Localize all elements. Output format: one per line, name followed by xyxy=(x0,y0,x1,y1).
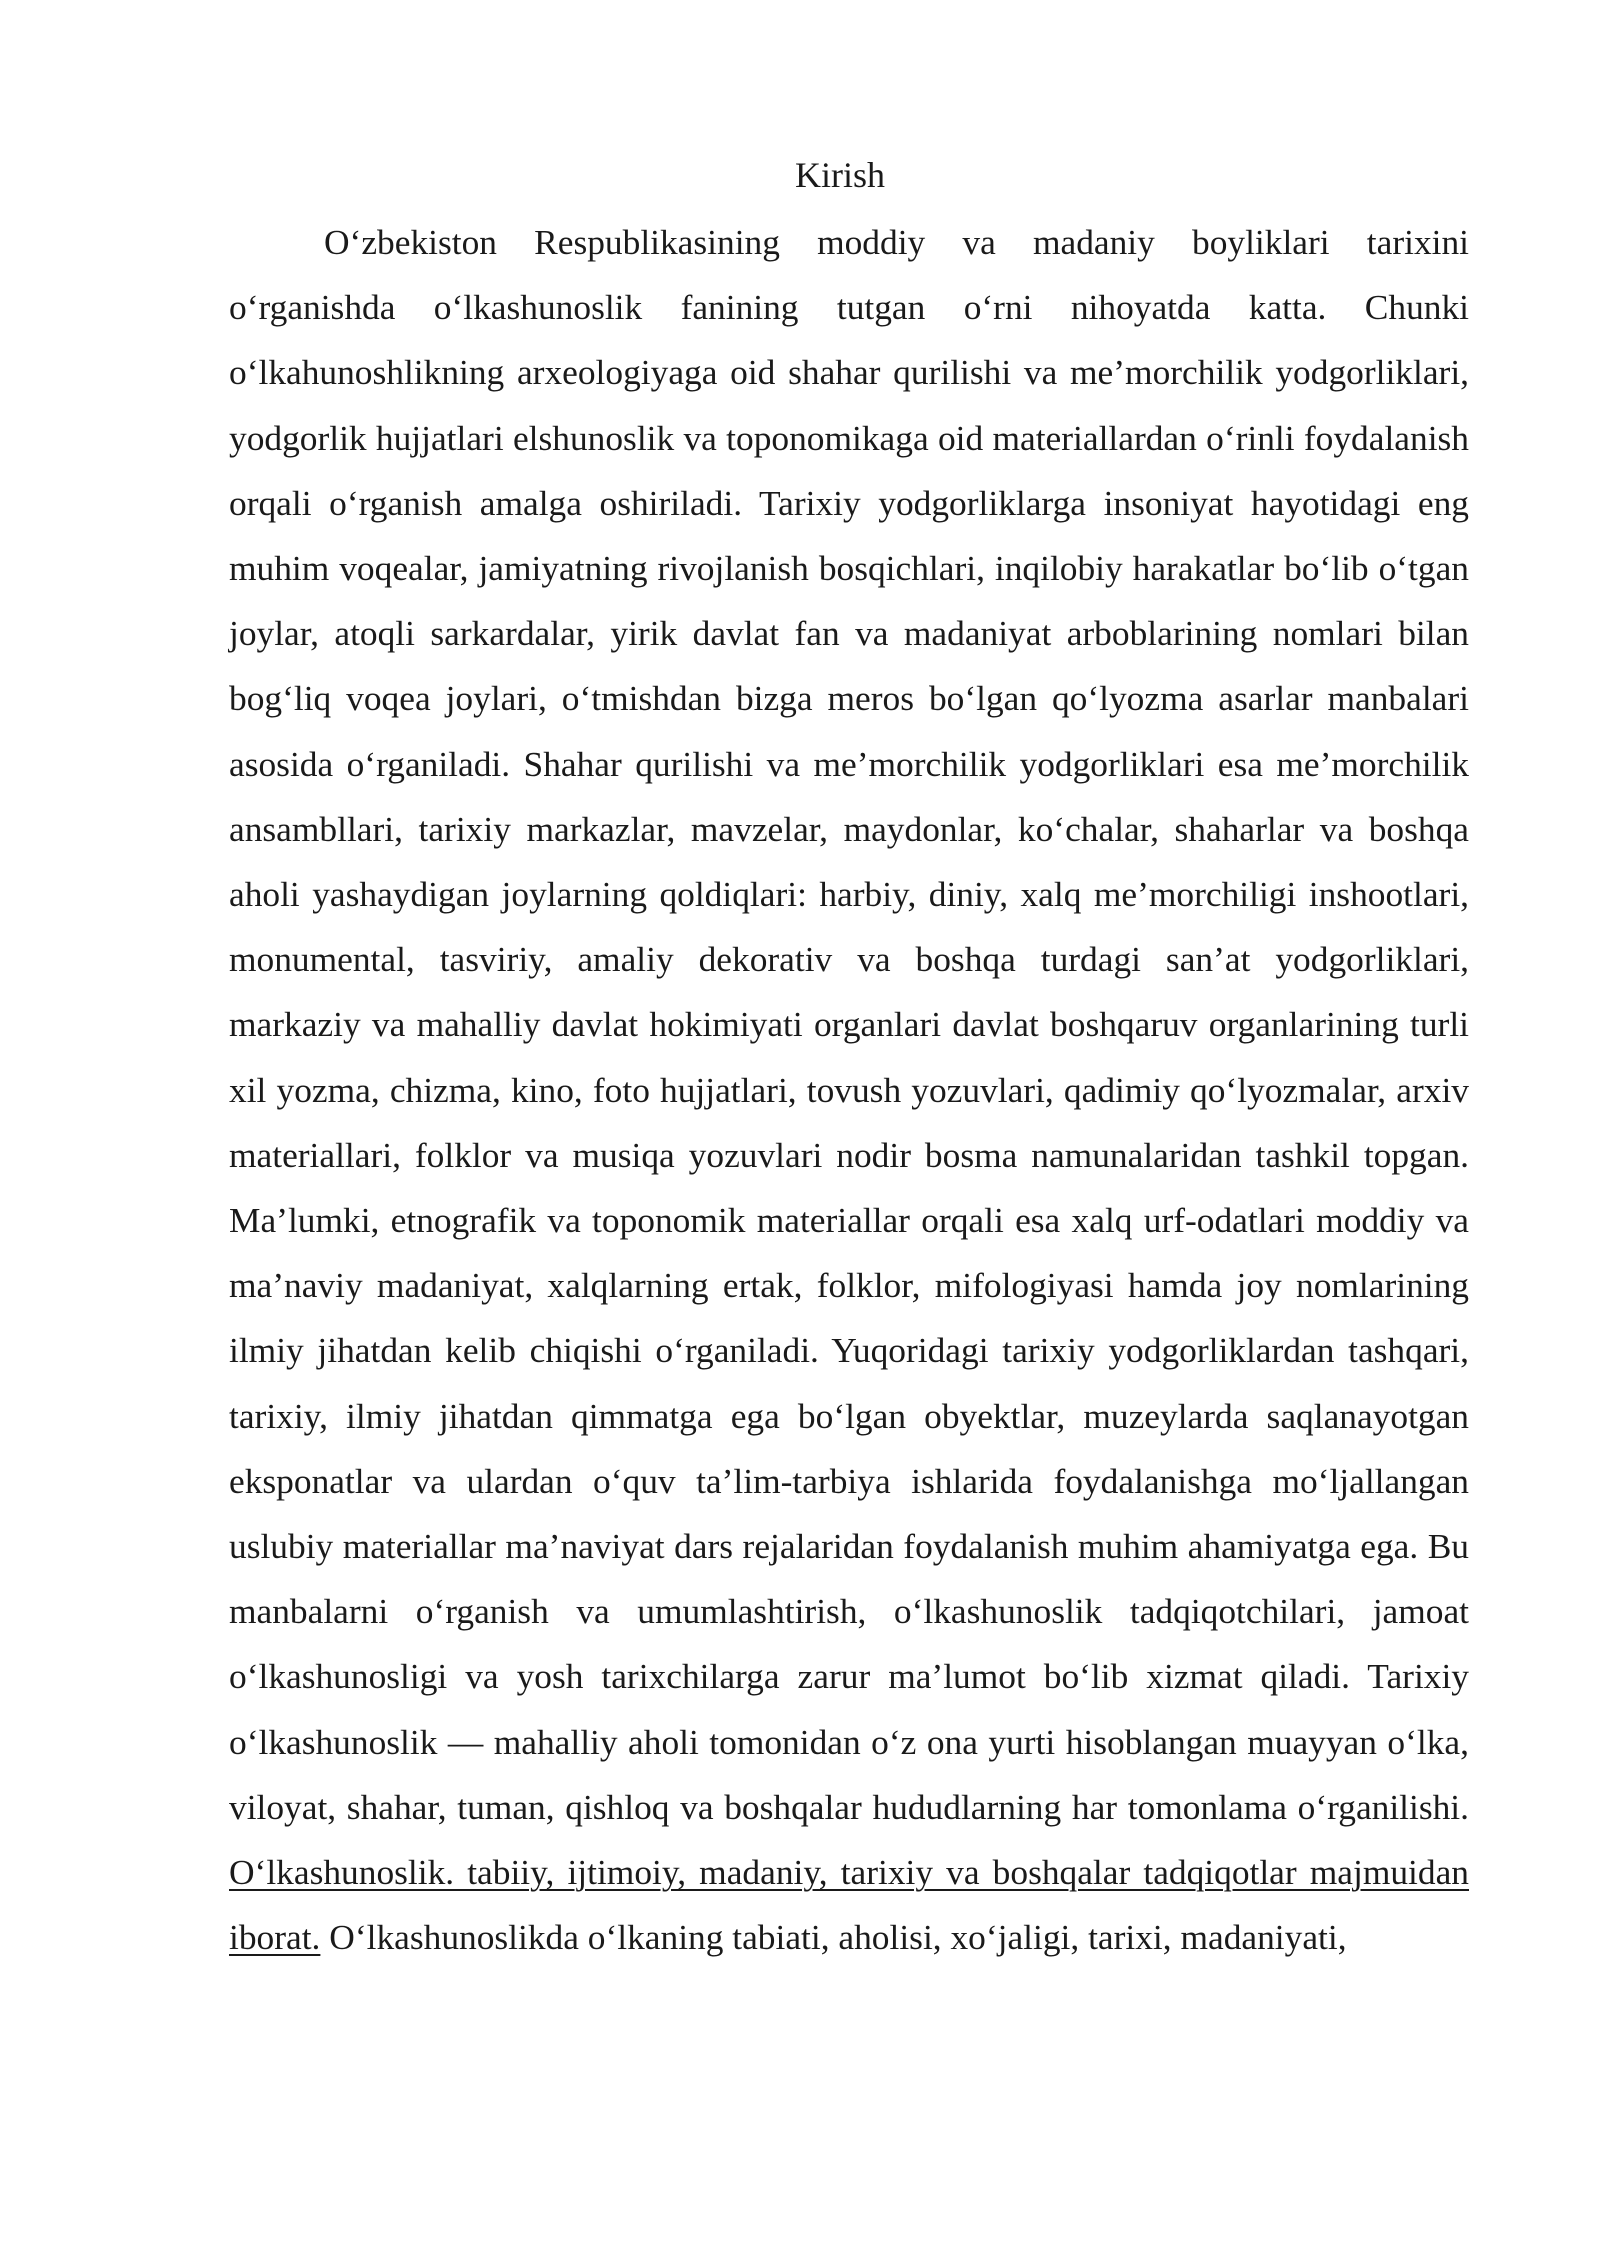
paragraph-text-part2: O‘lkashunoslikda o‘lkaning tabiati, aholisi, xo‘jaligi, tarixi, madaniyati, xyxy=(329,1917,1347,1958)
underlined-definition: O‘lkashunoslik. tabiiy, ijtimoiy, madaniy, tarixiy va boshqalar tadqiqotlar majmuidan iborat. xyxy=(229,1852,1469,1958)
paragraph-text-part1: O‘zbekiston Respublikasining moddiy va madaniy boyliklari tarixini o‘rganishda o‘lkashunoslik fanining tutgan o‘rni nihoyatda katta. Chunki o‘lkahunoshlikning arxeologiyaga oid shahar qurilishi va me’morchilik yodgorliklari, yodgorlik hujjatlari elshunoslik va toponomikaga oid materiallardan o‘rinli foydalanish orqali o‘rganish amalga oshiriladi. Tarixiy yodgorliklarga insoniyat hayotidagi eng muhim voqealar, jamiyatning rivojlanish bosqichlari, inqilobiy harakatlar bo‘lib o‘tgan joylar, atoqli sarkardalar, yirik davlat fan va madaniyat arboblarining nomlari bilan bog‘liq voqea joylari, o‘tmishdan bizga meros bo‘lgan qo‘lyozma asarlar manbalari asosida o‘rganiladi. Shahar qurilishi va me’morchilik yodgorliklari esa me’morchilik ansambllari, tarixiy markazlar, mavzelar, maydonlar, ko‘chalar, shaharlar va boshqa aholi yashaydigan joylarning qoldiqlari: harbiy, diniy, xalq me’morchiligi inshootlari, monumental, tasviriy, amaliy dekorativ va boshqa turdagi san’at yodgorliklari, markaziy va mahalliy davlat hokimiyati organlari davlat boshqaruv organlarining turli xil yozma, chizma, kino, foto hujjatlari, tovush yozuvlari, qadimiy qo‘lyozmalar, arxiv materiallari, folklor va musiqa yozuvlari nodir bosma namunalaridan tashkil topgan. Ma’lumki, etnografik va toponomik materiallar orqali esa xalq urf-odatlari moddiy va ma’naviy madaniyat, xalqlarning ertak, folklor, mifologiyasi hamda joy nomlarining ilmiy jihatdan kelib chiqishi o‘rganiladi. Yuqoridagi tarixiy yodgorliklardan tashqari, tarixiy, ilmiy jihatdan qimmatga ega bo‘lgan obyektlar, muzeylarda saqlanayotgan eksponatlar va ulardan o‘quv ta’lim-tarbiya ishlarida foydalanishga mo‘ljallangan uslubiy materiallar ma’naviyat dars rejalaridan foydalanish muhim ahamiyatga ega. Bu manbalarni o‘rganish va umumlashtirish, o‘lkashunoslik tadqiqotchilari, jamoat o‘lkashunosligi va yosh tarixchilarga zarur ma’lumot bo‘lib xizmat qiladi. Tarixiy o‘lkashunoslik — mahalliy aholi tomonidan o‘z ona yurti hisoblangan muayyan o‘lka, viloyat, shahar, tuman, qishloq va boshqalar hududlarning har tomonlama o‘rganilishi. xyxy=(229,222,1469,1827)
intro-paragraph xyxy=(229,210,1469,1970)
page-title: Kirish xyxy=(795,155,885,195)
